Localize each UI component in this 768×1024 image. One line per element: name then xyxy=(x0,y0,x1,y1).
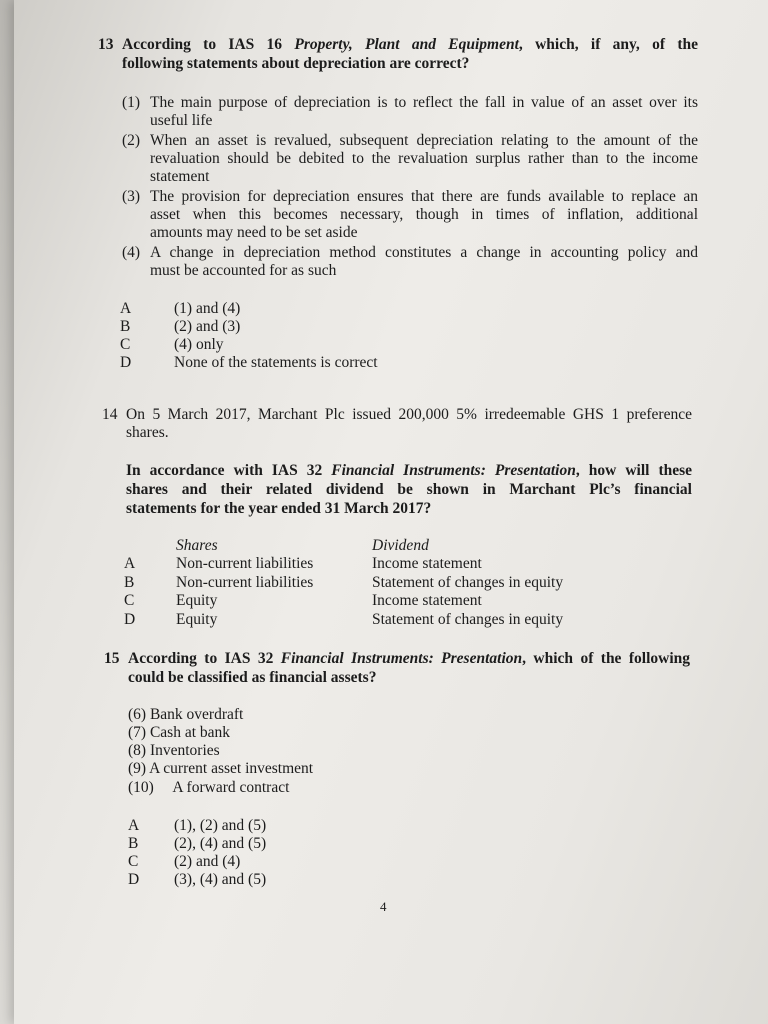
option-letter: A xyxy=(120,300,132,317)
question-number: 14 xyxy=(102,406,118,423)
column-header-dividend: Dividend xyxy=(372,537,429,554)
option-letter: C xyxy=(124,592,135,609)
exam-page xyxy=(14,0,768,1024)
option-shares: Equity xyxy=(176,592,218,609)
statement-label: (2) xyxy=(122,132,141,149)
option-letter: A xyxy=(128,817,140,834)
statement-text: amounts may need to be set aside xyxy=(150,224,358,241)
option-text: (4) only xyxy=(174,336,224,353)
option-text: (2) and (4) xyxy=(174,853,241,870)
statement-label: (1) xyxy=(122,94,141,111)
option-shares: Equity xyxy=(176,611,218,628)
question-stem: statements for the year ended 31 March 2017? xyxy=(126,500,432,517)
question-stem: In accordance with IAS 32 Financial Instruments: Presentation, how will these xyxy=(126,462,693,479)
statement-text: When an asset is revalued, subsequent depreciation relating to the amount of the xyxy=(150,132,698,149)
option-letter: B xyxy=(124,574,135,591)
statement-text: The main purpose of depreciation is to reflect the fall in value of an asset over its xyxy=(150,94,698,111)
option-dividend: Statement of changes in equity xyxy=(372,611,564,628)
statement-text: The provision for depreciation ensures that there are funds available to replace an xyxy=(150,188,698,205)
option-shares: Non-current liabilities xyxy=(176,574,314,591)
option-text: (2) and (3) xyxy=(174,318,241,335)
list-item: (7) Cash at bank xyxy=(128,724,231,741)
statement-text: A change in depreciation method constitutes a change in accounting policy and xyxy=(150,244,698,261)
option-letter: A xyxy=(124,555,136,572)
statement-text: asset when this becomes necessary, though in times of inflation, additional xyxy=(150,206,698,223)
question-stem: According to IAS 32 Financial Instruments: Presentation, which of the following xyxy=(128,650,690,667)
question-stem: could be classified as financial assets? xyxy=(128,669,377,686)
statement-text: useful life xyxy=(150,112,213,129)
option-letter: D xyxy=(124,611,136,628)
question-intro: shares. xyxy=(126,424,169,441)
statement-label: (3) xyxy=(122,188,141,205)
option-text: (1), (2) and (5) xyxy=(174,817,267,834)
statement-text: statement xyxy=(150,168,210,185)
question-intro: On 5 March 2017, Marchant Plc issued 200,000 5% irredeemable GHS 1 preference xyxy=(126,406,692,423)
option-letter: C xyxy=(128,853,139,870)
question-number: 13 xyxy=(98,36,114,53)
page-number: 4 xyxy=(380,899,387,914)
option-letter: B xyxy=(128,835,139,852)
list-item: (6) Bank overdraft xyxy=(128,706,244,723)
option-letter: D xyxy=(120,354,132,371)
option-letter: C xyxy=(120,336,131,353)
statement-label: (4) xyxy=(122,244,141,261)
option-text: None of the statements is correct xyxy=(174,354,378,371)
list-item: (10) A forward contract xyxy=(128,779,290,796)
option-letter: D xyxy=(128,871,140,888)
question-number: 15 xyxy=(104,650,120,667)
list-item: (9) A current asset investment xyxy=(128,760,314,777)
question-stem: According to IAS 16 Property, Plant and Equipment, which, if any, of the xyxy=(122,36,698,53)
option-dividend: Statement of changes in equity xyxy=(372,574,564,591)
question-stem: following statements about depreciation are correct? xyxy=(122,55,470,72)
option-dividend: Income statement xyxy=(372,555,482,572)
list-item: (8) Inventories xyxy=(128,742,220,759)
option-letter: B xyxy=(120,318,131,335)
statement-text: must be accounted for as such xyxy=(150,262,337,279)
question-stem: shares and their related dividend be shown in Marchant Plc’s financial xyxy=(126,481,692,498)
option-text: (2), (4) and (5) xyxy=(174,835,267,852)
column-header-shares: Shares xyxy=(176,537,218,554)
option-shares: Non-current liabilities xyxy=(176,555,314,572)
option-dividend: Income statement xyxy=(372,592,482,609)
option-text: (1) and (4) xyxy=(174,300,241,317)
statement-text: revaluation should be debited to the revaluation surplus rather than to the income xyxy=(150,150,698,167)
option-text: (3), (4) and (5) xyxy=(174,871,267,888)
